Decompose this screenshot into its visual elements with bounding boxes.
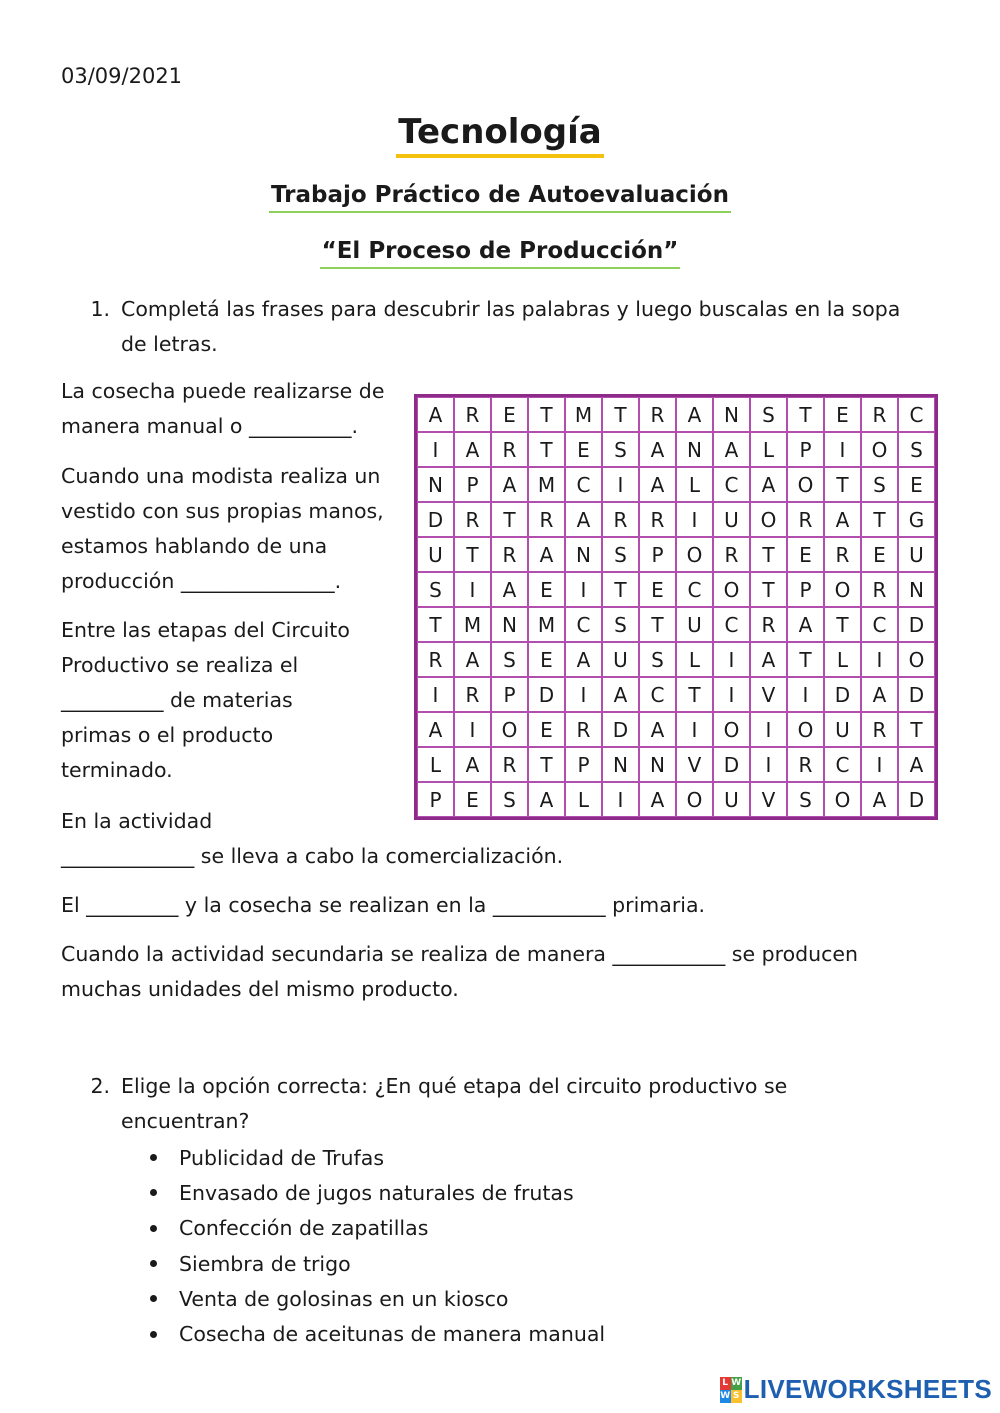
grid-cell[interactable]: M <box>528 467 565 502</box>
grid-cell[interactable]: P <box>417 782 454 817</box>
grid-cell[interactable]: T <box>602 397 639 432</box>
grid-cell[interactable]: R <box>639 502 676 537</box>
grid-cell[interactable]: R <box>824 537 861 572</box>
grid-cell[interactable]: U <box>713 502 750 537</box>
grid-cell[interactable]: U <box>713 782 750 817</box>
grid-cell[interactable]: R <box>491 432 528 467</box>
bullet-icon <box>150 1225 157 1232</box>
sentence-6-line-1: Cuando la actividad secundaria se realiza de manera ___________ se producen <box>61 942 858 966</box>
grid-cell[interactable]: T <box>898 712 935 747</box>
grid-cell[interactable]: R <box>861 397 898 432</box>
grid-cell[interactable]: P <box>639 537 676 572</box>
list-item-text: Publicidad de Trufas <box>179 1145 384 1170</box>
list-item-text: Confección de zapatillas <box>179 1216 429 1241</box>
grid-cell[interactable]: I <box>713 642 750 677</box>
grid-cell[interactable]: E <box>454 782 491 817</box>
grid-cell[interactable]: L <box>676 467 713 502</box>
grid-cell[interactable]: R <box>565 712 602 747</box>
grid-cell[interactable]: T <box>417 607 454 642</box>
subtitle-text: Trabajo Práctico de Autoevaluación <box>269 182 731 213</box>
grid-cell[interactable]: O <box>824 782 861 817</box>
grid-cell[interactable]: S <box>602 607 639 642</box>
grid-cell[interactable]: A <box>676 397 713 432</box>
bullet-icon <box>150 1331 157 1338</box>
grid-cell[interactable]: O <box>491 712 528 747</box>
liveworksheets-logo <box>720 1374 992 1405</box>
grid-cell[interactable]: O <box>713 712 750 747</box>
grid-cell[interactable]: P <box>454 467 491 502</box>
grid-cell[interactable]: I <box>676 712 713 747</box>
grid-cell[interactable]: S <box>898 432 935 467</box>
grid-cell[interactable]: E <box>898 467 935 502</box>
grid-cell[interactable]: S <box>787 782 824 817</box>
grid-cell[interactable]: O <box>861 432 898 467</box>
grid-cell[interactable]: I <box>861 747 898 782</box>
grid-cell[interactable]: I <box>454 712 491 747</box>
question-1-prompt <box>121 292 981 362</box>
question-1-line-2: de letras. <box>121 332 218 356</box>
grid-cell[interactable]: E <box>861 537 898 572</box>
grid-cell[interactable]: A <box>861 782 898 817</box>
grid-cell[interactable]: S <box>861 467 898 502</box>
sentence-2-line-4: producción _______________. <box>61 569 342 593</box>
subtitle <box>0 182 1000 208</box>
logo-mark-icon <box>720 1377 742 1403</box>
list-item <box>150 1140 605 1175</box>
grid-cell[interactable]: I <box>713 677 750 712</box>
sentence-4-line-1: En la actividad <box>61 809 213 833</box>
list-item-text: Cosecha de aceitunas de manera manual <box>179 1322 606 1347</box>
grid-cell[interactable]: N <box>491 607 528 642</box>
subtitle-topic <box>0 238 1000 264</box>
grid-cell[interactable]: A <box>454 642 491 677</box>
sentence-3-line-2: Productivo se realiza el <box>61 653 299 677</box>
grid-cell[interactable]: U <box>898 537 935 572</box>
grid-cell[interactable]: O <box>787 712 824 747</box>
grid-cell[interactable]: T <box>750 572 787 607</box>
list-item <box>150 1281 605 1316</box>
grid-cell[interactable]: I <box>750 712 787 747</box>
logo-mark-cell: W <box>720 1391 731 1401</box>
sentence-1 <box>61 374 406 444</box>
grid-cell[interactable]: C <box>565 467 602 502</box>
question-2-line-1: Elige la opción correcta: ¿En qué etapa del circuito productivo se <box>121 1074 788 1098</box>
grid-cell[interactable]: A <box>861 677 898 712</box>
grid-cell[interactable]: D <box>602 712 639 747</box>
grid-cell[interactable]: S <box>491 782 528 817</box>
grid-cell[interactable]: P <box>491 677 528 712</box>
grid-cell[interactable]: T <box>861 502 898 537</box>
grid-cell[interactable]: A <box>639 782 676 817</box>
grid-cell[interactable]: U <box>602 642 639 677</box>
grid-cell[interactable]: R <box>528 502 565 537</box>
grid-cell[interactable]: V <box>676 747 713 782</box>
grid-cell[interactable]: A <box>454 432 491 467</box>
grid-cell[interactable]: T <box>787 397 824 432</box>
grid-cell[interactable]: V <box>750 782 787 817</box>
grid-cell[interactable]: A <box>713 432 750 467</box>
question-2-number: 2. <box>90 1074 110 1098</box>
grid-cell[interactable]: P <box>787 432 824 467</box>
grid-cell[interactable]: T <box>676 677 713 712</box>
grid-cell[interactable]: E <box>528 642 565 677</box>
page-title-text: Tecnología <box>396 112 603 158</box>
grid-cell[interactable]: N <box>417 467 454 502</box>
grid-cell[interactable]: C <box>713 607 750 642</box>
grid-cell[interactable]: I <box>602 467 639 502</box>
grid-cell[interactable]: I <box>824 432 861 467</box>
grid-cell[interactable]: P <box>787 572 824 607</box>
sentence-3 <box>61 613 406 788</box>
grid-cell[interactable]: R <box>454 397 491 432</box>
grid-cell[interactable]: D <box>824 677 861 712</box>
option-list <box>150 1140 605 1352</box>
grid-cell[interactable]: L <box>824 642 861 677</box>
grid-cell[interactable]: C <box>898 397 935 432</box>
sentence-3-line-1: Entre las etapas del Circuito <box>61 618 350 642</box>
grid-cell[interactable]: T <box>787 642 824 677</box>
sentence-6 <box>61 937 961 1007</box>
grid-cell[interactable]: A <box>602 677 639 712</box>
grid-cell[interactable]: C <box>713 467 750 502</box>
grid-cell[interactable]: O <box>787 467 824 502</box>
grid-cell[interactable]: T <box>824 467 861 502</box>
grid-cell[interactable]: A <box>417 712 454 747</box>
grid-cell[interactable]: T <box>528 747 565 782</box>
grid-cell[interactable]: R <box>787 747 824 782</box>
grid-cell[interactable]: A <box>417 397 454 432</box>
grid-cell[interactable]: S <box>750 397 787 432</box>
list-item-text: Venta de golosinas en un kiosco <box>179 1286 509 1311</box>
sentence-3-line-5: terminado. <box>61 758 173 782</box>
page-title <box>0 112 1000 152</box>
grid-cell[interactable]: A <box>750 467 787 502</box>
grid-cell[interactable]: D <box>898 782 935 817</box>
logo-mark-cell: W <box>731 1378 742 1388</box>
grid-cell[interactable]: A <box>565 502 602 537</box>
grid-cell[interactable]: A <box>898 747 935 782</box>
logo-text: LIVEWORKSHEETS <box>743 1374 992 1404</box>
list-item-text: Siembra de trigo <box>179 1251 351 1276</box>
grid-cell[interactable]: N <box>676 432 713 467</box>
grid-cell[interactable]: R <box>713 537 750 572</box>
grid-cell[interactable]: D <box>528 677 565 712</box>
grid-cell[interactable]: T <box>491 502 528 537</box>
list-item-text: Envasado de jugos naturales de frutas <box>179 1180 574 1205</box>
grid-cell[interactable]: E <box>528 572 565 607</box>
grid-cell[interactable]: I <box>602 782 639 817</box>
grid-cell[interactable]: C <box>565 607 602 642</box>
list-item <box>150 1316 605 1351</box>
grid-cell[interactable]: T <box>528 397 565 432</box>
grid-cell[interactable]: O <box>676 537 713 572</box>
sentence-2-line-3: estamos hablando de una <box>61 534 328 558</box>
grid-cell[interactable]: S <box>491 642 528 677</box>
grid-cell[interactable]: O <box>824 572 861 607</box>
grid-cell[interactable]: M <box>454 607 491 642</box>
sentence-5: El _________ y la cosecha se realizan en la ___________ primaria. <box>61 893 706 917</box>
grid-cell[interactable]: A <box>639 467 676 502</box>
grid-cell[interactable]: R <box>861 712 898 747</box>
sentence-1-line-1: La cosecha puede realizarse de <box>61 379 385 403</box>
grid-cell[interactable]: M <box>528 607 565 642</box>
grid-cell[interactable]: L <box>676 642 713 677</box>
grid-cell[interactable]: A <box>528 782 565 817</box>
grid-cell[interactable]: A <box>787 607 824 642</box>
grid-cell[interactable]: R <box>787 502 824 537</box>
grid-cell[interactable]: A <box>565 642 602 677</box>
sentence-3-line-4: primas o el producto <box>61 723 274 747</box>
grid-cell[interactable]: E <box>787 537 824 572</box>
grid-cell[interactable]: L <box>750 432 787 467</box>
grid-cell[interactable]: D <box>898 677 935 712</box>
grid-cell[interactable]: I <box>565 572 602 607</box>
sentence-3-line-3: __________ de materias <box>61 688 293 712</box>
sentence-2-line-2: vestido con sus propias manos, <box>61 499 384 523</box>
grid-cell[interactable]: I <box>417 432 454 467</box>
grid-cell[interactable]: U <box>824 712 861 747</box>
grid-cell[interactable]: I <box>417 677 454 712</box>
grid-cell[interactable]: U <box>676 607 713 642</box>
grid-cell[interactable]: T <box>824 607 861 642</box>
grid-cell[interactable]: R <box>750 607 787 642</box>
grid-cell[interactable]: T <box>639 607 676 642</box>
grid-cell[interactable]: O <box>898 642 935 677</box>
grid-cell[interactable]: N <box>713 397 750 432</box>
bullet-icon <box>150 1260 157 1267</box>
sentence-2-line-1: Cuando una modista realiza un <box>61 464 381 488</box>
grid-cell[interactable]: A <box>639 432 676 467</box>
grid-cell[interactable]: S <box>639 642 676 677</box>
question-1-number: 1. <box>90 297 110 321</box>
grid-cell[interactable]: E <box>491 397 528 432</box>
grid-cell[interactable]: N <box>565 537 602 572</box>
grid-cell[interactable]: A <box>491 467 528 502</box>
grid-cell[interactable]: L <box>417 747 454 782</box>
sentence-6-line-2: muchas unidades del mismo producto. <box>61 977 459 1001</box>
sentence-2 <box>61 459 406 599</box>
grid-cell[interactable]: C <box>861 607 898 642</box>
grid-cell[interactable]: T <box>528 432 565 467</box>
grid-cell[interactable]: S <box>417 572 454 607</box>
grid-cell[interactable]: G <box>898 502 935 537</box>
grid-cell[interactable]: I <box>454 572 491 607</box>
bullet-icon <box>150 1295 157 1302</box>
grid-cell[interactable]: R <box>454 677 491 712</box>
grid-cell[interactable]: L <box>565 782 602 817</box>
grid-cell[interactable]: C <box>639 677 676 712</box>
grid-cell[interactable]: A <box>454 747 491 782</box>
bullet-icon <box>150 1154 157 1161</box>
grid-cell[interactable]: R <box>491 747 528 782</box>
grid-cell[interactable]: A <box>528 537 565 572</box>
grid-cell[interactable]: I <box>787 677 824 712</box>
grid-cell[interactable]: E <box>565 432 602 467</box>
grid-cell[interactable]: A <box>824 502 861 537</box>
grid-cell[interactable]: N <box>602 747 639 782</box>
list-item <box>150 1211 605 1246</box>
grid-cell[interactable]: R <box>602 502 639 537</box>
sentence-4-line-2: _____________ se lleva a cabo la comercialización. <box>61 844 564 868</box>
grid-cell[interactable]: N <box>639 747 676 782</box>
grid-cell[interactable]: T <box>454 537 491 572</box>
grid-cell[interactable]: I <box>750 747 787 782</box>
grid-cell[interactable]: A <box>639 712 676 747</box>
grid-cell[interactable]: I <box>676 502 713 537</box>
grid-cell[interactable]: E <box>639 572 676 607</box>
grid-cell[interactable]: T <box>602 572 639 607</box>
grid-cell[interactable]: S <box>602 432 639 467</box>
bullet-icon <box>150 1189 157 1196</box>
grid-cell[interactable]: S <box>602 537 639 572</box>
logo-mark-cell: L <box>720 1377 731 1390</box>
grid-cell[interactable]: T <box>750 537 787 572</box>
grid-cell[interactable]: R <box>417 642 454 677</box>
grid-cell[interactable]: I <box>861 642 898 677</box>
list-item <box>150 1175 605 1210</box>
question-2-line-2: encuentran? <box>121 1109 250 1133</box>
grid-cell[interactable]: R <box>861 572 898 607</box>
grid-cell[interactable]: D <box>417 502 454 537</box>
list-item <box>150 1246 605 1281</box>
grid-cell[interactable]: O <box>676 782 713 817</box>
grid-cell[interactable]: A <box>750 642 787 677</box>
grid-cell[interactable]: O <box>713 572 750 607</box>
grid-cell[interactable]: E <box>824 397 861 432</box>
grid-cell[interactable]: R <box>491 537 528 572</box>
grid-cell[interactable]: E <box>528 712 565 747</box>
grid-cell[interactable]: A <box>491 572 528 607</box>
grid-cell[interactable]: D <box>713 747 750 782</box>
grid-cell[interactable]: R <box>454 502 491 537</box>
grid-cell[interactable]: I <box>565 677 602 712</box>
logo-mark-cell: S <box>731 1390 742 1403</box>
grid-cell[interactable]: D <box>898 607 935 642</box>
grid-cell[interactable]: C <box>824 747 861 782</box>
sentence-1-line-2: manera manual o __________. <box>61 414 359 438</box>
grid-cell[interactable]: V <box>750 677 787 712</box>
grid-cell[interactable]: P <box>565 747 602 782</box>
grid-cell[interactable]: M <box>565 397 602 432</box>
date: 03/09/2021 <box>61 64 183 88</box>
grid-cell[interactable]: C <box>676 572 713 607</box>
grid-cell[interactable]: R <box>639 397 676 432</box>
subtitle-topic-text: “El Proceso de Producción” <box>320 238 681 269</box>
question-2-prompt <box>121 1069 981 1139</box>
question-1-line-1: Completá las frases para descubrir las palabras y luego buscalas en la sopa <box>121 297 901 321</box>
grid-cell[interactable]: U <box>417 537 454 572</box>
word-search-grid[interactable] <box>414 394 938 820</box>
grid-cell[interactable]: N <box>898 572 935 607</box>
grid-cell[interactable]: O <box>750 502 787 537</box>
